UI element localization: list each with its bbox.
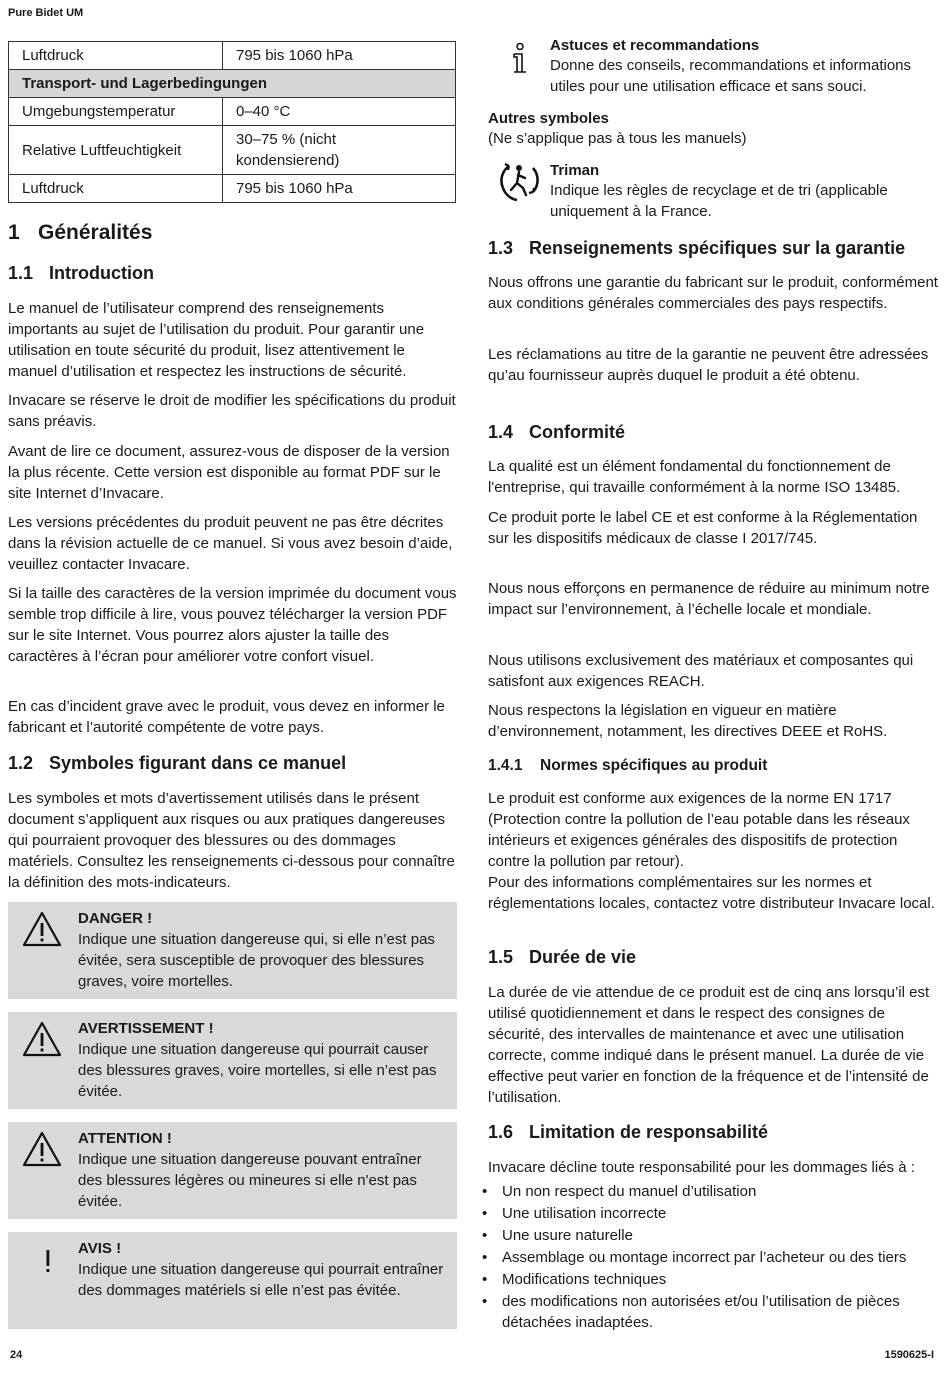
warning-triangle-icon (22, 911, 62, 947)
paragraph: La durée de vie attendue de ce produit est de cinq ans lorsqu’il est utilisé quotidiennement et dans le respect des consignes de sécurité, des intervalles de maintenance et avec une utilisation correcte, comme indiqué dans le présent manuel. La durée de vie effective peut varier en fonction de la fréquence et de l’intensité de l’utilisation. (488, 984, 930, 1106)
section-number: 1.2 (8, 753, 34, 773)
table-cell-value: 0–40 °C (223, 98, 456, 126)
section-title: Durée de vie (529, 947, 637, 967)
section-heading-1-3 (488, 238, 905, 259)
tips-text: Donne des conseils, recommandations et informations utiles pour une utilisation efficace et sans souci. (550, 57, 912, 95)
triman-text: Indique les règles de recyclage et de tri (applicable uniquement à la France. (550, 182, 888, 220)
paragraph: Nous utilisons exclusivement des matériaux et composantes qui satisfont aux exigences REACH. (488, 652, 914, 690)
section-heading-1-4 (488, 422, 625, 443)
list-item: • Une usure naturelle (488, 1225, 940, 1246)
paragraph: Les réclamations au titre de la garantie ne peuvent être adressées qu’au fournisseur auprès duquel le produit a été obtenu. (488, 346, 929, 384)
section-title: Conformité (529, 422, 625, 442)
table-section-heading: Transport- und Lagerbedingungen (9, 70, 456, 98)
section-title: Symboles figurant dans ce manuel (49, 753, 347, 773)
paragraph: Nous respectons la législation en vigueur en matière d’environnement, notamment, les directives DEEE et RoHS. (488, 702, 888, 740)
section-title: Limitation de responsabilité (529, 1122, 769, 1142)
table-section-row (9, 70, 456, 98)
list-item: • des modifications non autorisées et/ou l’utilisation de pièces détachées inadaptées. (488, 1291, 940, 1333)
page-number: 24 (10, 1349, 23, 1361)
section-title: Généralités (38, 221, 153, 244)
triman-block (550, 161, 942, 222)
section-title: Renseignements spécifiques sur la garantie (529, 238, 906, 258)
specifications-table (8, 41, 456, 203)
section-number: 1.6 (488, 1122, 514, 1142)
running-header-title: Pure Bidet UM (8, 7, 84, 19)
table-cell-label: Luftdruck (9, 175, 223, 203)
caution-notice (8, 1122, 457, 1219)
other-symbols-note: (Ne s’applique pas à tous les manuels) (488, 130, 747, 147)
list-item: • Une utilisation incorrecte (488, 1203, 940, 1224)
warning-triangle-icon (22, 1131, 62, 1167)
paragraph: Invacare décline toute responsabilité pour les dommages liés à : (488, 1159, 915, 1176)
section-title: Normes spécifiques au produit (540, 757, 768, 774)
table-cell-label: Umgebungstemperatur (9, 98, 223, 126)
section-heading-1 (8, 221, 152, 245)
info-icon (508, 42, 532, 76)
table-cell-value: 795 bis 1060 hPa (223, 42, 456, 70)
paragraph: Pour des informations complémentaires sur les normes et réglementations locales, contactez votre distributeur Invacare local. (488, 874, 935, 912)
section-number: 1.1 (8, 263, 34, 283)
table-row (9, 42, 456, 70)
notice-title: ATTENTION ! (78, 1130, 172, 1147)
table-row (9, 98, 456, 126)
section-heading-1-4-1 (488, 757, 767, 775)
notice-avis (8, 1232, 457, 1329)
table-cell-value: 30–75 % (nicht kondensierend) (223, 126, 456, 175)
section-number: 1.5 (488, 947, 514, 967)
document-code: 1590625-I (884, 1349, 934, 1361)
danger-notice (8, 902, 457, 999)
section-number: 1.4.1 (488, 757, 523, 774)
section-title: Introduction (49, 263, 154, 283)
table-cell-value: 795 bis 1060 hPa (223, 175, 456, 203)
notice-title: DANGER ! (78, 910, 153, 927)
warning-triangle-icon (22, 1021, 62, 1057)
notice-text: Indique une situation dangereuse qui, si elle n’est pas évitée, sera susceptible de provoquer des blessures graves, voire mortelles. (78, 931, 435, 990)
section-heading-1-5 (488, 947, 636, 968)
table-cell-label: Luftdruck (9, 42, 223, 70)
paragraph: En cas d’incident grave avec le produit, vous devez en informer le fabricant et l’autorité compétente de votre pays. (8, 698, 445, 736)
tips-title: Astuces et recommandations (550, 37, 760, 54)
notice-text: Indique une situation dangereuse qui pourrait entraîner des dommages matériels si elle n’est pas évitée. (78, 1261, 444, 1299)
paragraph: Le manuel de l’utilisateur comprend des renseignements importants au sujet de l’utilisation du produit. Pour garantir une utilisation en toute sécurité du produit, lisez attentivement le manuel d’utilisation et respectez les instructions de sécurité. (8, 300, 425, 380)
paragraph: Nous nous efforçons en permanence de réduire au minimum notre impact sur l’environnement, à l’échelle locale et mondiale. (488, 580, 930, 618)
paragraph: Ce produit porte le label CE et est conforme à la Réglementation sur les dispositifs médicaux de classe I 2017/745. (488, 509, 918, 547)
notice-title: AVERTISSEMENT ! (78, 1020, 214, 1037)
list-item: • Un non respect du manuel d’utilisation (488, 1181, 940, 1202)
paragraph: Invacare se réserve le droit de modifier les spécifications du produit sans préavis. (8, 392, 456, 430)
notice-title: AVIS ! (78, 1240, 122, 1257)
table-row (9, 175, 456, 203)
section-number: 1 (8, 221, 20, 244)
section-heading-1-2 (8, 753, 346, 774)
tips-block (550, 36, 942, 97)
warning-notice (8, 1012, 457, 1109)
paragraph: Si la taille des caractères de la version imprimée du document vous semble trop difficile à lire, vous pouvez télécharger la version PDF sur le site Internet. Vous pourrez alors ajuster la taille des caractères à l’écran pour améliorer votre confort visuel. (8, 585, 457, 665)
other-symbols-title: Autres symboles (488, 110, 609, 127)
exclamation-icon (22, 1241, 62, 1277)
section-heading-1-1 (8, 263, 154, 284)
paragraph: Avant de lire ce document, assurez-vous de disposer de la version la plus récente. Cette version est disponible au format PDF sur le site Internet d’Invacare. (8, 443, 450, 502)
triman-recycling-icon (495, 158, 541, 204)
paragraph: La qualité est un élément fondamental du fonctionnement de l'entreprise, qui travaille conformément à la norme ISO 13485. (488, 458, 901, 496)
paragraph: Nous offrons une garantie du fabricant sur le produit, conformément aux conditions générales commerciales des pays respectifs. (488, 274, 938, 312)
section-number: 1.4 (488, 422, 514, 442)
notice-text: Indique une situation dangereuse pouvant entraîner des blessures légères ou mineures si elle n'est pas évitée. (78, 1151, 422, 1210)
table-row (9, 126, 456, 175)
norms-block (488, 788, 940, 914)
triman-title: Triman (550, 162, 600, 179)
section-heading-1-6 (488, 1122, 768, 1143)
liability-list (488, 1181, 940, 1334)
section-number: 1.3 (488, 238, 514, 258)
paragraph: Le produit est conforme aux exigences de la norme EN 1717 (Protection contre la pollution de l’eau potable dans les réseaux intérieurs et exigences générales des dispositifs de protection contre la pollution par retour). (488, 790, 910, 870)
paragraph: Les symboles et mots d’avertissement utilisés dans le présent document s’appliquent aux risques ou aux pratiques dangereuses qui pourraient provoquer des blessures ou des dommages matériels. Consultez les renseignements ci-dessous pour connaître la définition des mots-indicateurs. (8, 790, 455, 891)
list-item: • Assemblage ou montage incorrect par l’acheteur ou des tiers (488, 1247, 940, 1268)
notice-text: Indique une situation dangereuse qui pourrait causer des blessures graves, voire mortelles, si elle n’est pas évitée. (78, 1041, 437, 1100)
table-cell-label: Relative Luftfeuchtigkeit (9, 126, 223, 175)
list-item: • Modifications techniques (488, 1269, 940, 1290)
paragraph: Les versions précédentes du produit peuvent ne pas être décrites dans la révision actuelle de ce manuel. Si vous avez besoin d’aide, veuillez contacter Invacare. (8, 514, 453, 573)
